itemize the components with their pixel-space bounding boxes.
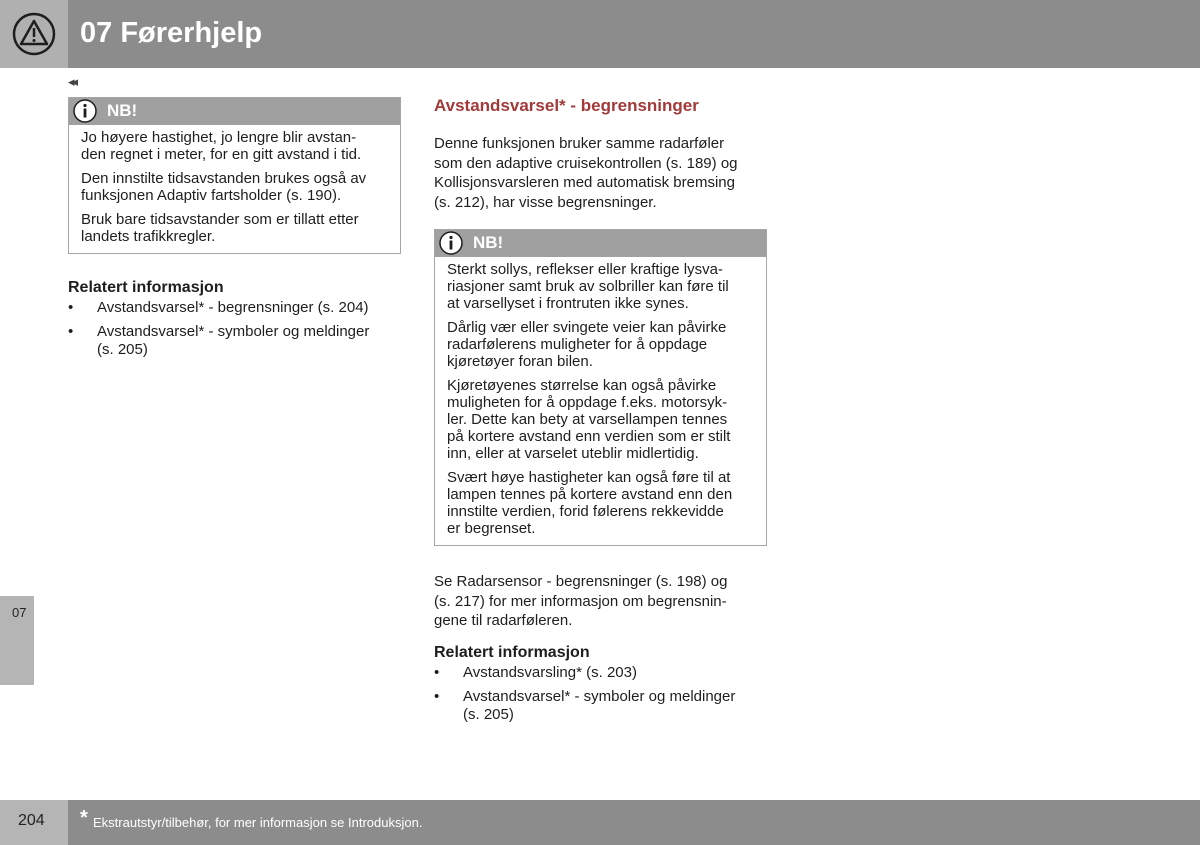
related-info-item[interactable] xyxy=(68,323,403,359)
note-paragraph: Den innstilte tidsavstanden brukes også av funksjonen Adaptiv fartsholder (s. 190). xyxy=(81,170,367,204)
warning-triangle-icon xyxy=(12,12,56,56)
related-info-link[interactable]: Avstandsvarsling* (s. 203) xyxy=(463,664,637,681)
related-info-item[interactable] xyxy=(434,664,774,682)
bullet-icon: • xyxy=(68,299,74,316)
bullet-icon: • xyxy=(434,688,440,705)
footnote-asterisk: * xyxy=(80,807,88,829)
related-info-list xyxy=(68,299,403,365)
note-header xyxy=(69,98,400,125)
note-box-left xyxy=(68,97,401,254)
info-icon xyxy=(439,231,463,255)
chapter-side-tab[interactable] xyxy=(0,596,34,685)
header-icon-box xyxy=(0,0,68,68)
related-info-item[interactable] xyxy=(68,299,403,317)
note-box-right xyxy=(434,229,767,546)
note-label: NB! xyxy=(473,233,504,252)
note-paragraph: Jo høyere hastighet, jo lengre blir avstan- den regnet i meter, for en gitt avstand i tid. xyxy=(81,129,362,163)
footnote-text: Ekstrautstyr/tilbehør, for mer informasjon se Introduksjon. xyxy=(93,815,423,830)
bullet-icon: • xyxy=(434,664,440,681)
related-info-item[interactable] xyxy=(434,688,774,724)
note-paragraph: Dårlig vær eller svingete veier kan påvirke radarfølerens muligheter for å oppdage kjøretøyer foran bilen. xyxy=(447,319,727,370)
related-info-link[interactable]: Avstandsvarsel* - begrensninger (s. 204) xyxy=(97,299,369,316)
related-info-link[interactable]: Avstandsvarsel* - symboler og meldinger (s. 205) xyxy=(97,323,370,358)
related-info-heading: Relatert informasjon xyxy=(68,279,224,296)
related-info-list xyxy=(434,664,774,730)
note-label: NB! xyxy=(107,101,138,120)
back-navigation-icon[interactable]: ◂◂ xyxy=(68,74,76,89)
note-paragraph: Kjøretøyenes størrelse kan også påvirke muligheten for å oppdage f.eks. motorsyk- ler. Dette kan bety at varsellampen tennes på kortere avstand enn verdien som er stilt inn, eller at varselet uteblir midlertidig. xyxy=(447,377,731,462)
bullet-icon: • xyxy=(68,323,74,340)
info-icon xyxy=(73,99,97,123)
intro-paragraph: Denne funksjonen bruker samme radarføler som den adaptive cruisekontrollen (s. 189) og Kollisjonsvarsleren med automatisk bremsing (s. 212), har visse begrensninger. xyxy=(434,135,738,211)
note-paragraph: Bruk bare tidsavstander som er tillatt etter landets trafikkregler. xyxy=(81,211,359,245)
note-paragraph: Svært høye hastigheter kan også føre til at lampen tennes på kortere avstand enn den innstilte verdien, forid følerens rekkevidde er begrenset. xyxy=(447,469,733,537)
related-info-heading: Relatert informasjon xyxy=(434,644,590,661)
note-body xyxy=(69,125,400,253)
chapter-title: 07 Førerhjelp xyxy=(80,17,263,49)
page-number: 204 xyxy=(18,812,45,829)
note-body xyxy=(435,257,766,545)
related-info-link[interactable]: Avstandsvarsel* - symboler og meldinger (s. 205) xyxy=(463,688,736,723)
see-also-paragraph: Se Radarsensor - begrensninger (s. 198) og (s. 217) for mer informasjon om begrensnin- gene til radarføleren. xyxy=(434,573,728,629)
note-paragraph: Sterkt sollys, reflekser eller kraftige lysva- riasjoner samt bruk av solbriller kan føre til at varsellyset i frontruten ikke synes. xyxy=(447,261,729,312)
section-heading: Avstandsvarsel* - begrensninger xyxy=(434,96,699,115)
note-header xyxy=(435,230,766,257)
chapter-tab-label: 07 xyxy=(12,605,27,620)
